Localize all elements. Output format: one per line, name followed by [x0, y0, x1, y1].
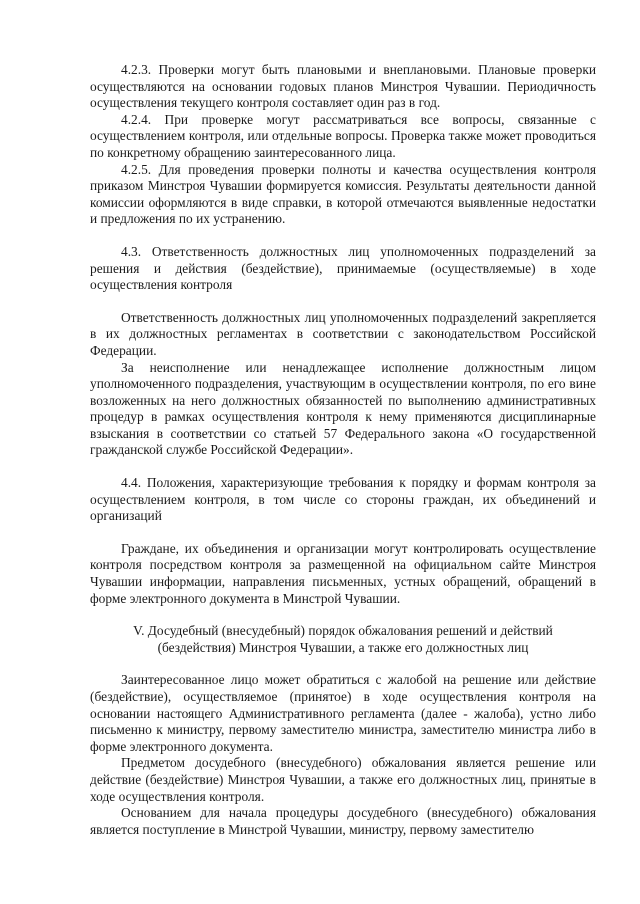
- paragraph-subject: Предметом досудебного (внесудебного) обжалования является решение или действие (бездействие) Минстроя Чувашии, а также его должностных лиц, принятые в ходе осуществления контроля.: [90, 755, 596, 804]
- paragraph-4-2-4: 4.2.4. При проверке могут рассматриваться все вопросы, связанные с осуществлением контроля, или отдельные вопросы. Проверка также может проводиться по конкретному обращению заинтересованного лица.: [90, 111, 596, 160]
- heading-4-3: 4.3. Ответственность должностных лиц уполномоченных подразделений за решения и действия (бездействие), принимаемые (осуществляемые) в ходе осуществления контроля: [90, 243, 596, 293]
- paragraph-complaint: Заинтересованное лицо может обратиться с жалобой на решение или действие (бездействие), осуществляемое (принятое) в ходе осуществления контроля на основании настоящего Административного регламента (далее - жалоба), устно либо письменно к министру, первому заместителю министра, заместителю министра либо в форме электронного документа.: [90, 672, 596, 754]
- paragraph-basis: Основанием для начала процедуры досудебного (внесудебного) обжалования является поступление в Минстрой Чувашии, министру, первому заместителю: [90, 805, 596, 837]
- paragraph-citizens: Граждане, их объединения и организации могут контролировать осуществление контроля посредством контроля за размещенной на официальном сайте Минстроя Чувашии информации, направления письменных, устных обращений, обращений в форме электронного документа в Минстрой Чувашии.: [90, 540, 596, 606]
- section-v-heading: [90, 623, 596, 656]
- paragraph-4-2-5: 4.2.5. Для проведения проверки полноты и качества осуществления контроля приказом Минстроя Чувашии формируется комиссия. Результаты деятельности данной комиссии оформляются в виде справки, в которой отмечаются выявленные недостатки и предложения по их устранению.: [90, 161, 596, 227]
- paragraph-responsibility-2: За неисполнение или ненадлежащее исполнение должностным лицом уполномоченного подразделения, участвующим в осуществлении контроля, по его вине возложенных на него должностных обязанностей по выполнению административных процедур в рамках осуществления контроля к нему применяются дисциплинарные взыскания в соответствии со статьей 57 Федерального закона «О государственной гражданской службе Российской Федерации».: [90, 359, 596, 458]
- section-v-heading-line-1: V. Досудебный (внесудебный) порядок обжалования решений и действий: [133, 623, 553, 639]
- paragraph-4-2-3: 4.2.3. Проверки могут быть плановыми и внеплановыми. Плановые проверки осуществляются на основании годовых планов Минстроя Чувашии. Периодичность осуществления текущего контроля составляет один раз в год.: [90, 62, 596, 111]
- section-v-heading-line-2: (бездействия) Минстроя Чувашии, а также его должностных лиц: [157, 639, 529, 655]
- heading-4-4: 4.4. Положения, характеризующие требования к порядку и формам контроля за осуществлением контроля, в том числе со стороны граждан, их объединений и организаций: [90, 475, 596, 524]
- paragraph-responsibility-1: Ответственность должностных лиц уполномоченных подразделений закрепляется в их должностных регламентах в соответствии с законодательством Российской Федерации.: [90, 309, 596, 358]
- document-body: [90, 62, 596, 838]
